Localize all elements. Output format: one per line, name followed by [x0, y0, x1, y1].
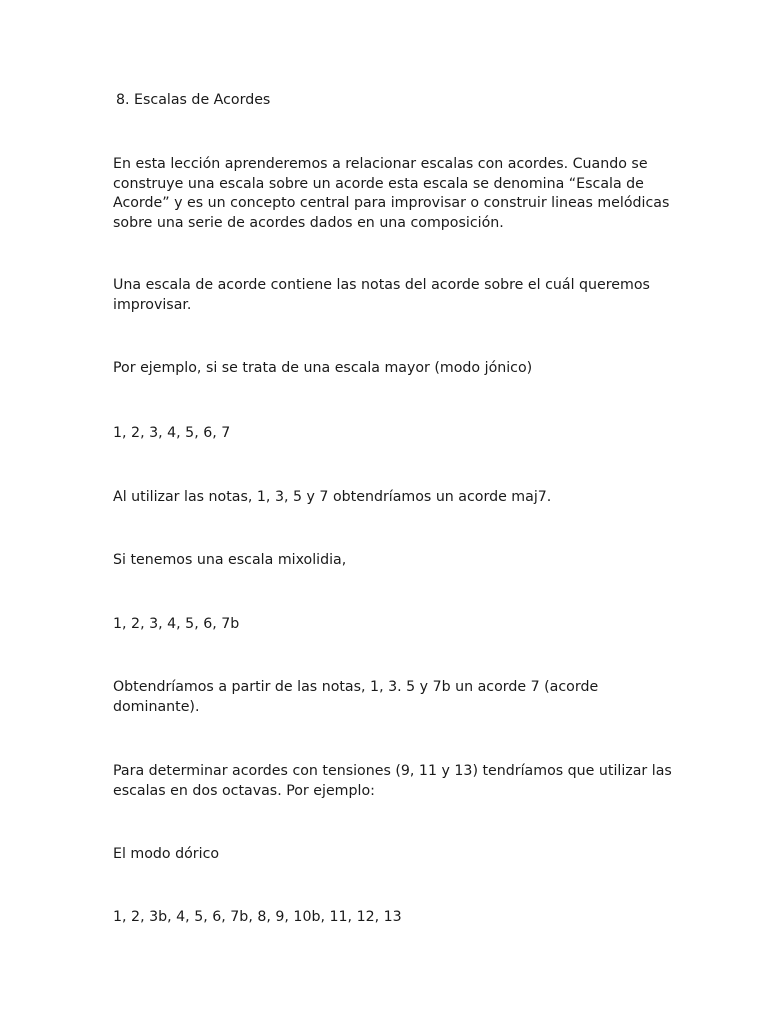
section-heading: 8. Escalas de Acordes — [116, 92, 271, 108]
dorian-heading: El modo dórico — [113, 846, 220, 862]
mixolydian-intro: Si tenemos una escala mixolidia, — [113, 552, 347, 568]
major-scale-degrees: 1, 2, 3, 4, 5, 6, 7 — [113, 425, 231, 441]
dominant-paragraph: Obtendríamos a partir de las notas, 1, 3. 5 y 7b un acorde 7 (acorde dominante). — [113, 679, 599, 715]
chord-scale-paragraph: Una escala de acorde contiene las notas del acorde sobre el cuál queremos improvisar. — [113, 277, 650, 313]
tensions-paragraph: Para determinar acordes con tensiones (9, 11 y 13) tendríamos que utilizar las escalas en dos octavas. Por ejemplo: — [113, 763, 672, 799]
intro-paragraph: En esta lección aprenderemos a relacionar escalas con acordes. Cuando se construye una escala sobre un acorde esta escala se denomina “Escala de Acorde” y es un concepto central para improvisar o construir lineas melódicas sobre una serie de acordes dados en una composición. — [113, 156, 670, 231]
dorian-degrees: 1, 2, 3b, 4, 5, 6, 7b, 8, 9, 10b, 11, 12, 13 — [113, 909, 402, 925]
mixolydian-degrees: 1, 2, 3, 4, 5, 6, 7b — [113, 616, 240, 632]
maj7-paragraph: Al utilizar las notas, 1, 3, 5 y 7 obtendríamos un acorde maj7. — [113, 489, 552, 505]
major-scale-intro: Por ejemplo, si se trata de una escala mayor (modo jónico) — [113, 360, 533, 376]
